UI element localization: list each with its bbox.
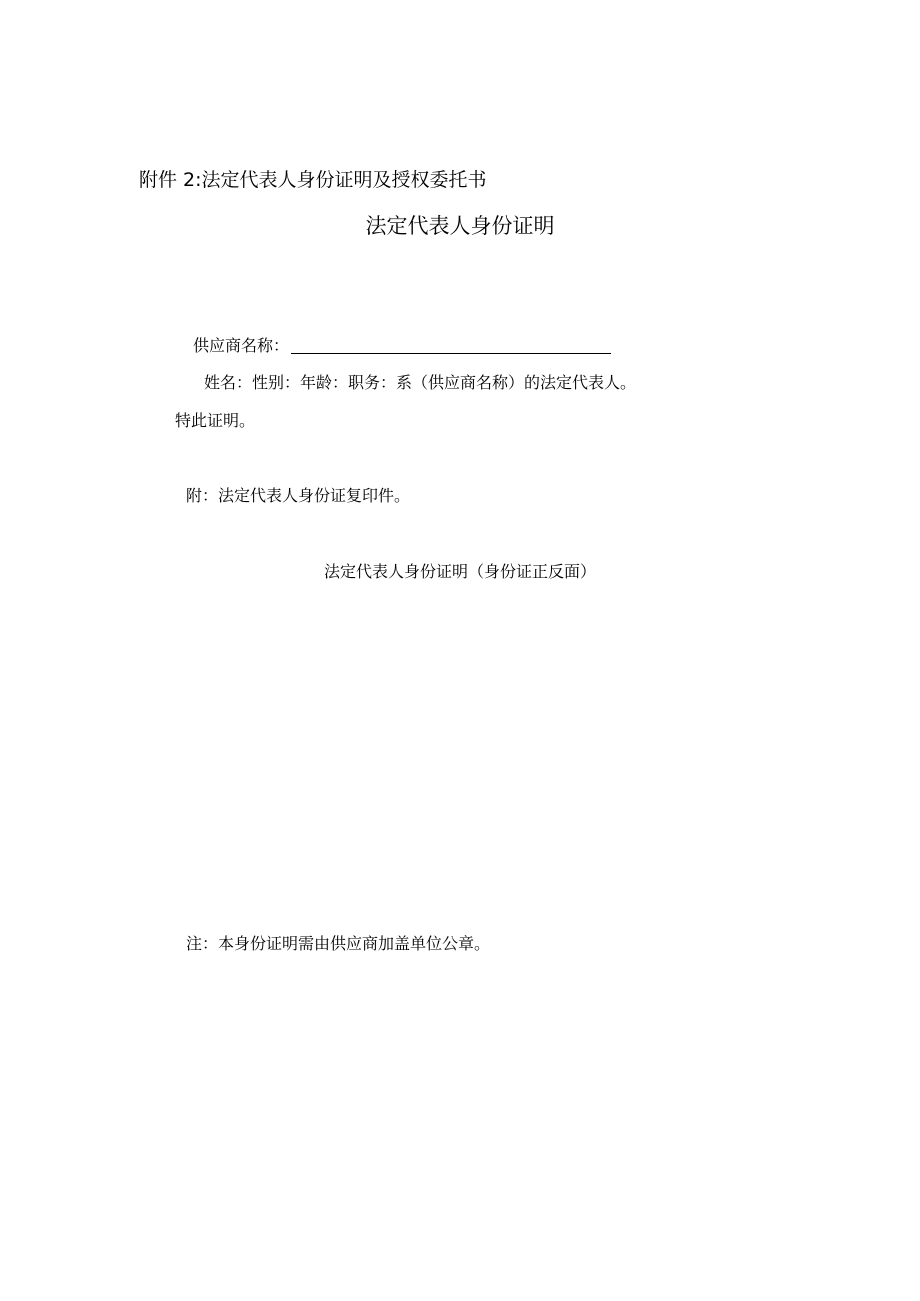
supplier-name-row (193, 338, 611, 354)
attachment-note: 附：法定代表人身份证复印件。 (186, 486, 411, 505)
stamp-note: 注：本身份证明需由供应商加盖单位公章。 (186, 934, 491, 953)
id-card-caption: 法定代表人身份证明（身份证正反面） (323, 562, 596, 581)
supplier-name-blank (291, 339, 611, 354)
supplier-name-label: 供应商名称： (193, 336, 290, 355)
attachment-heading: 附件 2:法定代表人身份证明及授权委托书 (139, 169, 487, 191)
representative-info-line: 姓名：性别：年龄：职务：系（供应商名称）的法定代表人。 (204, 373, 637, 392)
certify-text: 特此证明。 (175, 411, 256, 430)
document-title: 法定代表人身份证明 (365, 214, 555, 238)
